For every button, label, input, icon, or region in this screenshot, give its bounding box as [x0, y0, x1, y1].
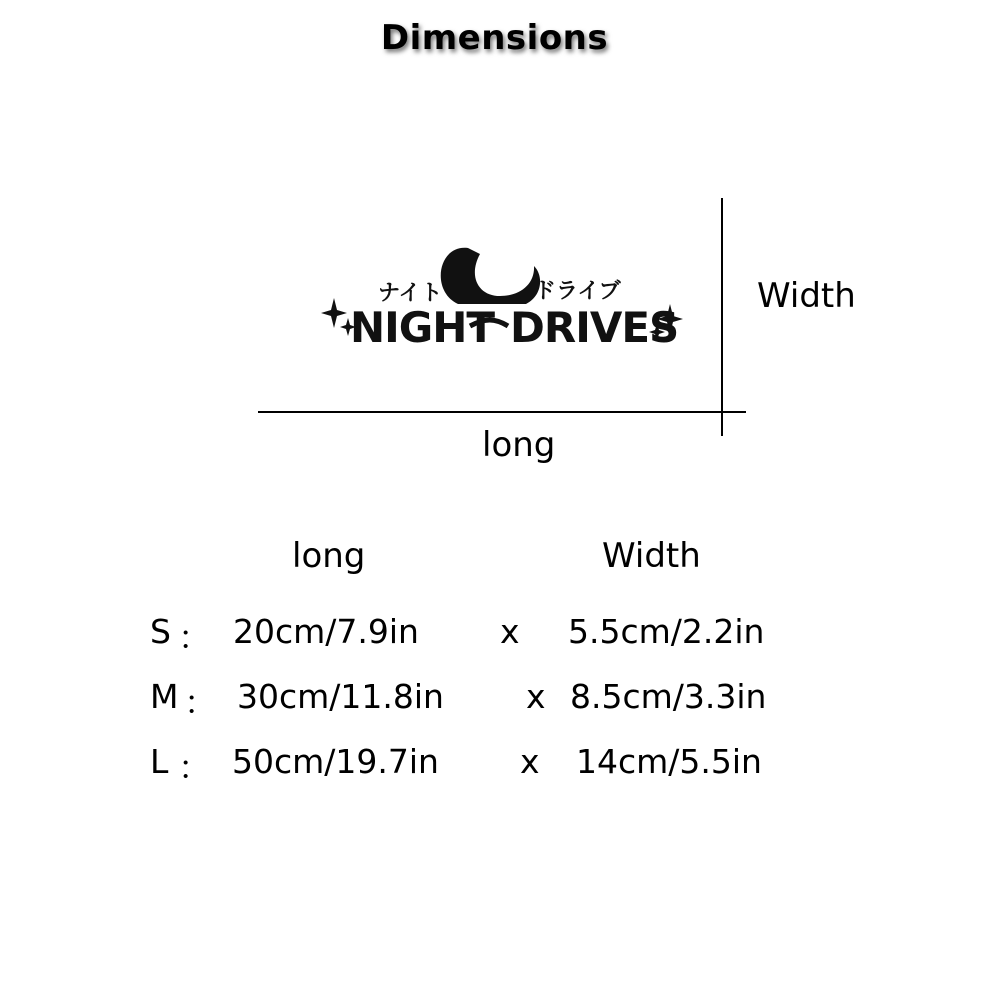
long-label: long: [482, 425, 556, 465]
crescent-moon-icon: [441, 248, 540, 304]
width-label: Width: [757, 276, 856, 316]
long-value: 50cm/19.7in: [232, 742, 439, 781]
table-header-width: Width: [602, 536, 701, 576]
size-colon: ：: [178, 618, 211, 657]
width-value: 14cm/5.5in: [576, 742, 762, 781]
size-colon: ：: [178, 748, 211, 787]
logo-word-night: NIGHT: [350, 303, 495, 352]
long-dimension-line: [258, 411, 746, 413]
logo-katakana-left: ナイト: [378, 281, 443, 306]
table-header-long: long: [292, 536, 366, 576]
times-sign: x: [500, 612, 520, 651]
size-label: S: [150, 612, 171, 651]
page-title: Dimensions: [380, 18, 609, 58]
width-value: 8.5cm/3.3in: [570, 677, 767, 716]
logo-katakana-right: ドライブ: [534, 279, 621, 304]
sparkle-icon: [321, 298, 347, 328]
night-drives-logo: [320, 236, 690, 356]
size-colon: ：: [184, 683, 217, 722]
times-sign: x: [526, 677, 546, 716]
size-label: L: [150, 742, 169, 781]
logo-word-drives: DRIVES: [510, 303, 679, 352]
size-label: M: [150, 677, 179, 716]
width-dimension-line: [721, 198, 723, 436]
width-value: 5.5cm/2.2in: [568, 612, 765, 651]
times-sign: x: [520, 742, 540, 781]
long-value: 20cm/7.9in: [233, 612, 419, 651]
long-value: 30cm/11.8in: [237, 677, 444, 716]
